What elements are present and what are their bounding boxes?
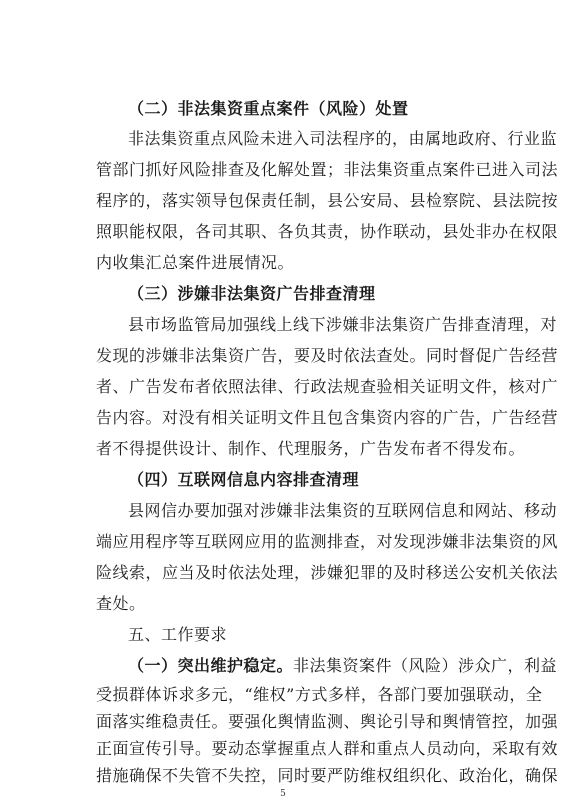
paragraph-line-rest: 非法集资案件（风险）涉众广，利益 [293,656,558,675]
section-heading: 五、工作要求 [128,625,228,644]
paragraph-line: 管部门抓好风险排查及化解处置；非法集资重点案件已进入司法 [96,160,559,179]
page-number: 5 [280,789,286,799]
paragraph-line: 查处。 [96,594,146,613]
paragraph-line: 者不得提供设计、制作、代理服务，广告发布者不得发布。 [96,439,526,458]
section-heading: （三）涉嫌非法集资广告排查清理 [128,284,376,303]
paragraph-line: 险线索，应当及时依法处理，涉嫌犯罪的及时移送公安机关依法 [96,563,559,582]
paragraph-line: 发现的涉嫌非法集资广告，要及时依法查处。同时督促广告经营 [96,346,559,365]
section-heading: （二）非法集资重点案件（风险）处置 [128,99,409,118]
paragraph-line: 非法集资重点风险未进入司法程序的，由属地政府、行业监 [128,129,558,148]
paragraph-line: 端应用程序等互联网应用的监测排查，对发现涉嫌非法集资的风 [96,532,559,551]
paragraph-line: 照职能权限，各司其职、各负其责，协作联动，县处非办在权限 [96,222,559,241]
paragraph-line: 县网信办要加强对涉嫌非法集资的互联网信息和网站、移动 [128,501,558,520]
paragraph-line: 措施确保不失管不失控，同时要严防维权组织化、政治化，确保 [96,766,559,785]
section-heading: （四）互联网信息内容排查清理 [128,470,360,489]
paragraph-line: 者、广告发布者依照法律、行政法规查验相关证明文件，核对广 [96,377,559,396]
paragraph-line: 面落实维稳责任。要强化舆情监测、舆论引导和舆情管控，加强 [96,712,559,731]
paragraph-first-line [128,655,558,677]
paragraph-line: 县市场监管局加强线上线下涉嫌非法集资广告排查清理，对 [128,315,558,334]
paragraph-line: 内收集汇总案件进展情况。 [96,253,295,272]
paragraph-line: 程序的，落实领导包保责任制，县公安局、县检察院、县法院按 [96,191,559,210]
subsection-lead: （一）突出维护稳定。 [128,656,294,675]
paragraph-line: 告内容。对没有相关证明文件且包含集资内容的广告，广告经营 [96,408,559,427]
paragraph-line: 正面宣传引导。要动态掌握重点人群和重点人员动向，采取有效 [96,739,559,758]
paragraph-line: 受损群体诉求多元，“维权”方式多样，各部门要加强联动，全 [96,685,543,704]
